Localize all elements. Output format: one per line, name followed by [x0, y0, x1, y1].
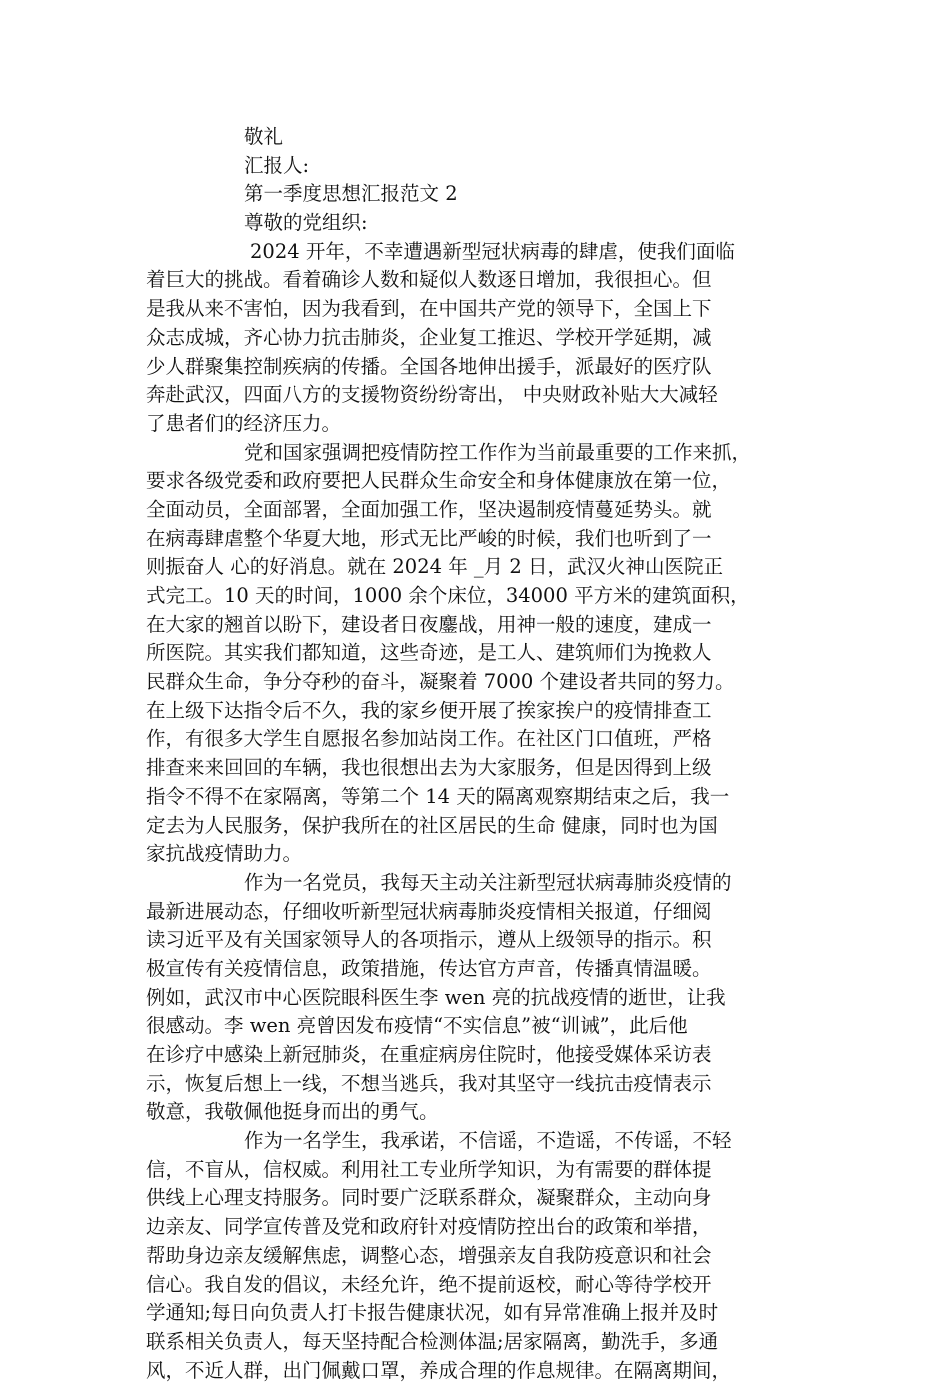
paragraph-3 — [146, 869, 824, 1127]
greeting: 尊敬的党组织: — [244, 211, 368, 235]
paragraph-line: 供线上心理支持服务。同时要广泛联系群众，凝聚群众，主动向身 — [146, 1186, 712, 1210]
paragraph-line: 学通知;每日向负责人打卡报告健康状况，如有异常准确上报并及时 — [146, 1301, 719, 1325]
paragraph-line: 少人群聚集控制疾病的传播。全国各地伸出援手，派最好的医疗队 — [146, 354, 712, 378]
document-body — [146, 123, 824, 1385]
paragraph-line: 作为一名党员，我每天主动关注新型冠状病毒肺炎疫情的 — [244, 870, 732, 894]
paragraph-line: 在病毒肆虐整个华夏大地，形式无比严峻的时候，我们也听到了一 — [146, 526, 712, 550]
paragraph-line: 着巨大的挑战。看着确诊人数和疑似人数逐日增加，我很担心。但 — [146, 268, 712, 292]
paragraph-line: 在大家的翘首以盼下，建设者日夜鏖战，用神一般的速度，建成一 — [146, 612, 712, 636]
paragraph-line: 很感动。李 wen 亮曾因发布疫情“不实信息”被“训诫”，此后他 — [146, 1014, 688, 1038]
paragraph-line: 信心。我自发的倡议，未经允许，绝不提前返校，耐心等待学校开 — [146, 1272, 712, 1296]
paragraph-4 — [146, 1127, 824, 1385]
paragraph-line: 党和国家强调把疫情防控工作作为当前最重要的工作来抓， — [244, 440, 752, 464]
paragraph-line: 要求各级党委和政府要把人民群众生命安全和身体健康放在第一位， — [146, 469, 732, 493]
paragraph-line: 读习近平及有关国家领导人的各项指示，遵从上级领导的指示。积 — [146, 928, 712, 952]
paragraph-line: 示，恢复后想上一线，不想当逃兵，我对其坚守一线抗击疫情表示 — [146, 1071, 712, 1095]
paragraph-1 — [146, 238, 824, 439]
paragraph-line: 极宣传有关疫情信息，政策措施，传达官方声音，传播真情温暖。 — [146, 956, 712, 980]
paragraph-line: 了患者们的经济压力。 — [146, 411, 342, 435]
paragraph-line: 风，不近人群，出门佩戴口罩，养成合理的作息规律。在隔离期间， — [146, 1358, 732, 1382]
paragraph-line: 式完工。10 天的时间，1000 余个床位，34000 平方米的建筑面积， — [146, 584, 750, 607]
paragraph-line: 在上级下达指令后不久，我的家乡便开展了挨家挨户的疫情排查工 — [146, 698, 712, 722]
paragraph-line: 最新进展动态，仔细收听新型冠状病毒肺炎疫情相关报道，仔细阅 — [146, 899, 712, 923]
paragraph-line: 边亲友、同学宣传普及党和政府针对疫情防控出台的政策和举措， — [146, 1215, 712, 1239]
closing-salutation: 敬礼 — [244, 125, 284, 148]
paragraph-line: 是我从来不害怕，因为我看到，在中国共产党的领导下，全国上下 — [146, 297, 712, 321]
paragraph-line: 民群众生命，争分夺秒的奋斗，凝聚着 7000 个建设者共同的努力。 — [146, 670, 735, 694]
reporter-label: 汇报人: — [244, 153, 310, 177]
paragraph-line: 敬意，我敬佩他挺身而出的勇气。 — [146, 1100, 439, 1124]
paragraph-line: 家抗战疫情助力。 — [146, 842, 303, 866]
paragraph-line: 信，不盲从，信权威。利用社工专业所学知识，为有需要的群体提 — [146, 1157, 712, 1181]
paragraph-line: 奔赴武汉，四面八方的支援物资纷纷寄出， 中央财政补贴大大减轻 — [146, 383, 718, 407]
paragraph-line: 联系相关负责人，每天坚持配合检测体温;居家隔离，勤洗手，多通 — [146, 1329, 719, 1353]
paragraph-line: 则振奋人 心的好消息。就在 2024 年 _月 2 日，武汉火神山医院正 — [146, 555, 723, 579]
paragraph-line: 作为一名学生，我承诺，不信谣，不造谣，不传谣，不轻 — [244, 1129, 732, 1153]
paragraph-line: 定去为人民服务，保护我所在的社区居民的生命 健康，同时也为国 — [146, 813, 718, 837]
paragraph-line: 2024 开年，不幸遭遇新型冠状病毒的肆虐，使我们面临 — [250, 239, 735, 263]
paragraph-line: 排查来来回回的车辆，我也很想出去为大家服务，但是因得到上级 — [146, 756, 712, 780]
paragraph-line: 例如，武汉市中心医院眼科医生李 wen 亮的抗战疫情的逝世，让我 — [146, 985, 726, 1009]
paragraph-2 — [146, 439, 824, 869]
document-title: 第一季度思想汇报范文 2 — [244, 182, 458, 206]
paragraph-line: 指令不得不在家隔离，等第二个 14 天的隔离观察期结束之后，我一 — [146, 784, 730, 808]
paragraph-line: 所医院。其实我们都知道，这些奇迹，是工人、建筑师们为挽救人 — [146, 641, 712, 665]
paragraph-line: 在诊疗中感染上新冠肺炎，在重症病房住院时，他接受媒体采访表 — [146, 1043, 712, 1066]
paragraph-line: 全面动员，全面部署，全面加强工作，坚决遏制疫情蔓延势头。就 — [146, 497, 712, 521]
paragraph-line: 众志成城，齐心协力抗击肺炎，企业复工推迟、学校开学延期，减 — [146, 325, 712, 349]
paragraph-line: 作，有很多大学生自愿报名参加站岗工作。在社区门口值班，严格 — [146, 727, 712, 751]
paragraph-line: 帮助身边亲友缓解焦虑，调整心态，增强亲友自我防疫意识和社会 — [146, 1243, 712, 1267]
